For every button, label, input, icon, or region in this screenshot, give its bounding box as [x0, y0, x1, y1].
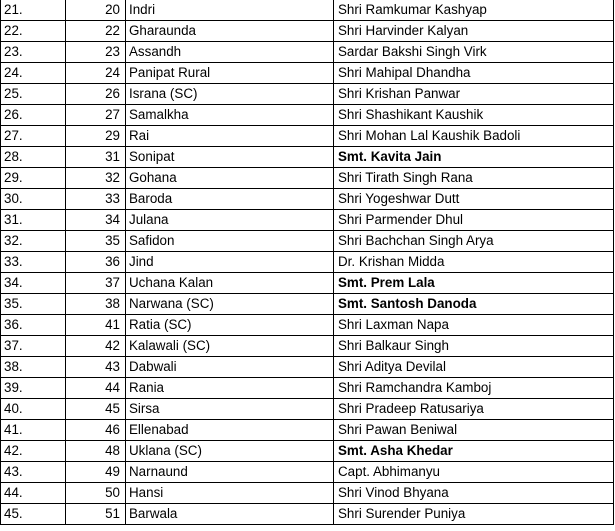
member-name-cell: Shri Yogeshwar Dutt — [334, 189, 614, 210]
table-row — [1, 63, 614, 84]
member-name-cell: Shri Mahipal Dhandha — [334, 63, 614, 84]
serial-number-cell: 33. — [1, 252, 66, 273]
constituency-number-cell: 44 — [66, 378, 126, 399]
table-row — [1, 504, 614, 525]
serial-number-cell: 43. — [1, 462, 66, 483]
constituency-name-cell: Ratia (SC) — [126, 315, 334, 336]
member-name-cell: Shri Balkaur Singh — [334, 336, 614, 357]
member-name-cell: Shri Aditya Devilal — [334, 357, 614, 378]
constituency-number-cell: 24 — [66, 63, 126, 84]
member-name-cell: Shri Tirath Singh Rana — [334, 168, 614, 189]
member-name-cell: Shri Vinod Bhyana — [334, 483, 614, 504]
serial-number-cell: 36. — [1, 315, 66, 336]
serial-number-cell: 21. — [1, 0, 66, 21]
table-row — [1, 441, 614, 462]
constituency-number-cell: 42 — [66, 336, 126, 357]
constituency-name-cell: Uklana (SC) — [126, 441, 334, 462]
member-name-cell: Shri Krishan Panwar — [334, 84, 614, 105]
constituency-number-cell: 20 — [66, 0, 126, 21]
constituency-number-cell: 26 — [66, 84, 126, 105]
table-row — [1, 189, 614, 210]
constituency-name-cell: Julana — [126, 210, 334, 231]
table-row — [1, 168, 614, 189]
member-name-cell: Shri Parmender Dhul — [334, 210, 614, 231]
constituency-name-cell: Hansi — [126, 483, 334, 504]
constituency-number-cell: 27 — [66, 105, 126, 126]
constituency-name-cell: Dabwali — [126, 357, 334, 378]
member-name-cell: Shri Bachchan Singh Arya — [334, 231, 614, 252]
constituency-number-cell: 45 — [66, 399, 126, 420]
serial-number-cell: 34. — [1, 273, 66, 294]
table-row — [1, 462, 614, 483]
serial-number-cell: 40. — [1, 399, 66, 420]
serial-number-cell: 44. — [1, 483, 66, 504]
constituency-name-cell: Panipat Rural — [126, 63, 334, 84]
member-name-cell: Shri Surender Puniya — [334, 504, 614, 525]
member-name-cell: Shri Mohan Lal Kaushik Badoli — [334, 126, 614, 147]
table-row — [1, 84, 614, 105]
member-name-cell: Capt. Abhimanyu — [334, 462, 614, 483]
constituency-name-cell: Sonipat — [126, 147, 334, 168]
constituency-name-cell: Safidon — [126, 231, 334, 252]
candidate-table-body — [1, 0, 614, 525]
table-row — [1, 0, 614, 21]
serial-number-cell: 28. — [1, 147, 66, 168]
constituency-number-cell: 48 — [66, 441, 126, 462]
member-name-cell: Smt. Prem Lala — [334, 273, 614, 294]
table-row — [1, 294, 614, 315]
serial-number-cell: 24. — [1, 63, 66, 84]
constituency-name-cell: Rania — [126, 378, 334, 399]
constituency-name-cell: Assandh — [126, 42, 334, 63]
table-row — [1, 231, 614, 252]
member-name-cell: Smt. Kavita Jain — [334, 147, 614, 168]
constituency-number-cell: 41 — [66, 315, 126, 336]
serial-number-cell: 42. — [1, 441, 66, 462]
member-name-cell: Shri Laxman Napa — [334, 315, 614, 336]
constituency-number-cell: 22 — [66, 21, 126, 42]
table-row — [1, 147, 614, 168]
serial-number-cell: 45. — [1, 504, 66, 525]
table-row — [1, 210, 614, 231]
member-name-cell: Smt. Santosh Danoda — [334, 294, 614, 315]
constituency-name-cell: Ellenabad — [126, 420, 334, 441]
table-row — [1, 315, 614, 336]
serial-number-cell: 41. — [1, 420, 66, 441]
member-name-cell: Shri Shashikant Kaushik — [334, 105, 614, 126]
constituency-number-cell: 43 — [66, 357, 126, 378]
table-row — [1, 378, 614, 399]
table-row — [1, 336, 614, 357]
table-row — [1, 21, 614, 42]
constituency-name-cell: Uchana Kalan — [126, 273, 334, 294]
constituency-name-cell: Rai — [126, 126, 334, 147]
constituency-name-cell: Indri — [126, 0, 334, 21]
serial-number-cell: 22. — [1, 21, 66, 42]
table-row — [1, 273, 614, 294]
serial-number-cell: 29. — [1, 168, 66, 189]
table-row — [1, 252, 614, 273]
serial-number-cell: 35. — [1, 294, 66, 315]
member-name-cell: Shri Ramchandra Kamboj — [334, 378, 614, 399]
constituency-number-cell: 36 — [66, 252, 126, 273]
constituency-number-cell: 29 — [66, 126, 126, 147]
constituency-number-cell: 38 — [66, 294, 126, 315]
table-row — [1, 357, 614, 378]
constituency-number-cell: 35 — [66, 231, 126, 252]
constituency-number-cell: 33 — [66, 189, 126, 210]
member-name-cell: Shri Ramkumar Kashyap — [334, 0, 614, 21]
serial-number-cell: 26. — [1, 105, 66, 126]
serial-number-cell: 30. — [1, 189, 66, 210]
member-name-cell: Sardar Bakshi Singh Virk — [334, 42, 614, 63]
table-row — [1, 42, 614, 63]
constituency-name-cell: Baroda — [126, 189, 334, 210]
table-row — [1, 483, 614, 504]
member-name-cell: Shri Pradeep Ratusariya — [334, 399, 614, 420]
serial-number-cell: 39. — [1, 378, 66, 399]
constituency-name-cell: Sirsa — [126, 399, 334, 420]
serial-number-cell: 27. — [1, 126, 66, 147]
serial-number-cell: 37. — [1, 336, 66, 357]
constituency-name-cell: Gohana — [126, 168, 334, 189]
table-row — [1, 399, 614, 420]
constituency-name-cell: Israna (SC) — [126, 84, 334, 105]
serial-number-cell: 32. — [1, 231, 66, 252]
constituency-name-cell: Barwala — [126, 504, 334, 525]
constituency-name-cell: Gharaunda — [126, 21, 334, 42]
constituency-name-cell: Narwana (SC) — [126, 294, 334, 315]
constituency-number-cell: 34 — [66, 210, 126, 231]
constituency-name-cell: Narnaund — [126, 462, 334, 483]
constituency-name-cell: Jind — [126, 252, 334, 273]
member-name-cell: Shri Harvinder Kalyan — [334, 21, 614, 42]
table-row — [1, 420, 614, 441]
table-row — [1, 105, 614, 126]
serial-number-cell: 25. — [1, 84, 66, 105]
constituency-number-cell: 32 — [66, 168, 126, 189]
constituency-number-cell: 37 — [66, 273, 126, 294]
constituency-number-cell: 23 — [66, 42, 126, 63]
constituency-number-cell: 49 — [66, 462, 126, 483]
serial-number-cell: 23. — [1, 42, 66, 63]
member-name-cell: Shri Pawan Beniwal — [334, 420, 614, 441]
serial-number-cell: 31. — [1, 210, 66, 231]
constituency-name-cell: Samalkha — [126, 105, 334, 126]
table-row — [1, 126, 614, 147]
member-name-cell: Dr. Krishan Midda — [334, 252, 614, 273]
serial-number-cell: 38. — [1, 357, 66, 378]
constituency-name-cell: Kalawali (SC) — [126, 336, 334, 357]
constituency-number-cell: 46 — [66, 420, 126, 441]
constituency-number-cell: 51 — [66, 504, 126, 525]
constituency-number-cell: 31 — [66, 147, 126, 168]
member-name-cell: Smt. Asha Khedar — [334, 441, 614, 462]
constituency-number-cell: 50 — [66, 483, 126, 504]
